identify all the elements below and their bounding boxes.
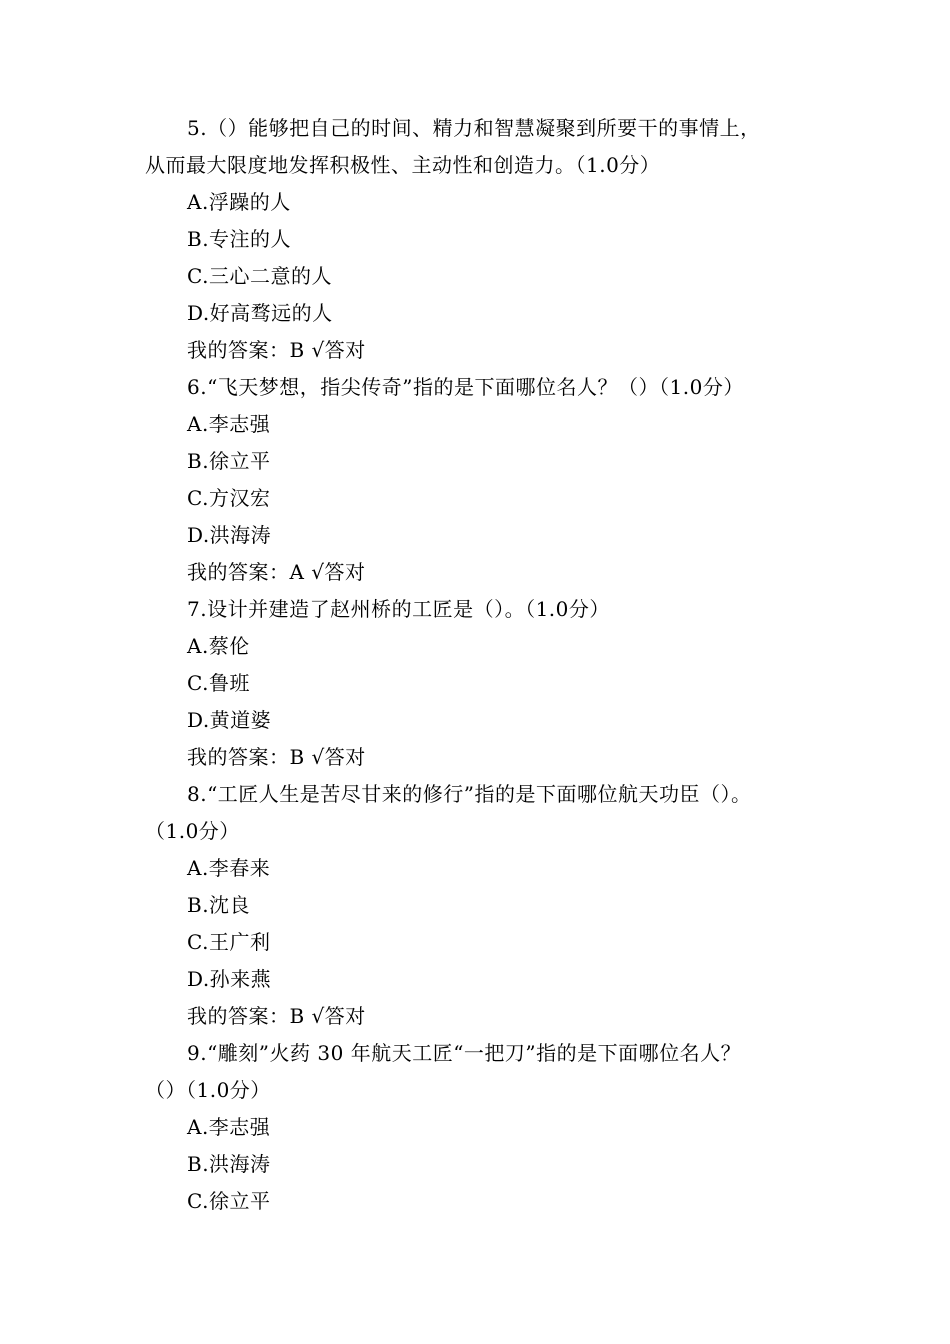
my-answer: 我的答案：A √答对 (187, 560, 366, 584)
question-stem: 6.“飞天梦想，指尖传奇”指的是下面哪位名人？（）（1.0分） (187, 375, 744, 399)
option-c: C.鲁班 (187, 671, 250, 695)
question-stem-continued: 从而最大限度地发挥积极性、主动性和创造力。（1.0分） (145, 153, 661, 177)
my-answer: 我的答案：B √答对 (187, 745, 366, 769)
option-a: A.蔡伦 (187, 634, 250, 658)
option-a: A.浮躁的人 (187, 190, 291, 214)
option-d: D.洪海涛 (187, 523, 272, 547)
option-d: D.孙来燕 (187, 967, 272, 991)
option-d: D.黄道婆 (187, 708, 272, 732)
option-c: C.王广利 (187, 930, 271, 954)
option-a: A.李春来 (187, 856, 271, 880)
my-answer: 我的答案：B √答对 (187, 338, 366, 362)
option-a: A.李志强 (187, 1115, 271, 1139)
question-stem: 9.“雕刻”火药 30 年航天工匠“一把刀”指的是下面哪位名人？ (187, 1041, 742, 1065)
option-c: C.徐立平 (187, 1189, 271, 1213)
my-answer: 我的答案：B √答对 (187, 1004, 366, 1028)
option-a: A.李志强 (187, 412, 271, 436)
question-stem-continued: （1.0分） (145, 819, 240, 843)
option-c: C.三心二意的人 (187, 264, 332, 288)
question-stem: 5.（）能够把自己的时间、精力和智慧凝聚到所要干的事情上， (187, 116, 761, 140)
question-stem: 7.设计并建造了赵州桥的工匠是（）。（1.0分） (187, 597, 610, 621)
option-c: C.方汉宏 (187, 486, 271, 510)
option-b: B.洪海涛 (187, 1152, 271, 1176)
option-b: B.专注的人 (187, 227, 292, 251)
option-d: D.好高骛远的人 (187, 301, 333, 325)
option-b: B.徐立平 (187, 449, 271, 473)
question-stem: 8.“工匠人生是苦尽甘来的修行”指的是下面哪位航天功臣（）。 (187, 782, 752, 806)
option-b: B.沈良 (187, 893, 251, 917)
question-stem-continued: （）（1.0分） (145, 1078, 271, 1102)
